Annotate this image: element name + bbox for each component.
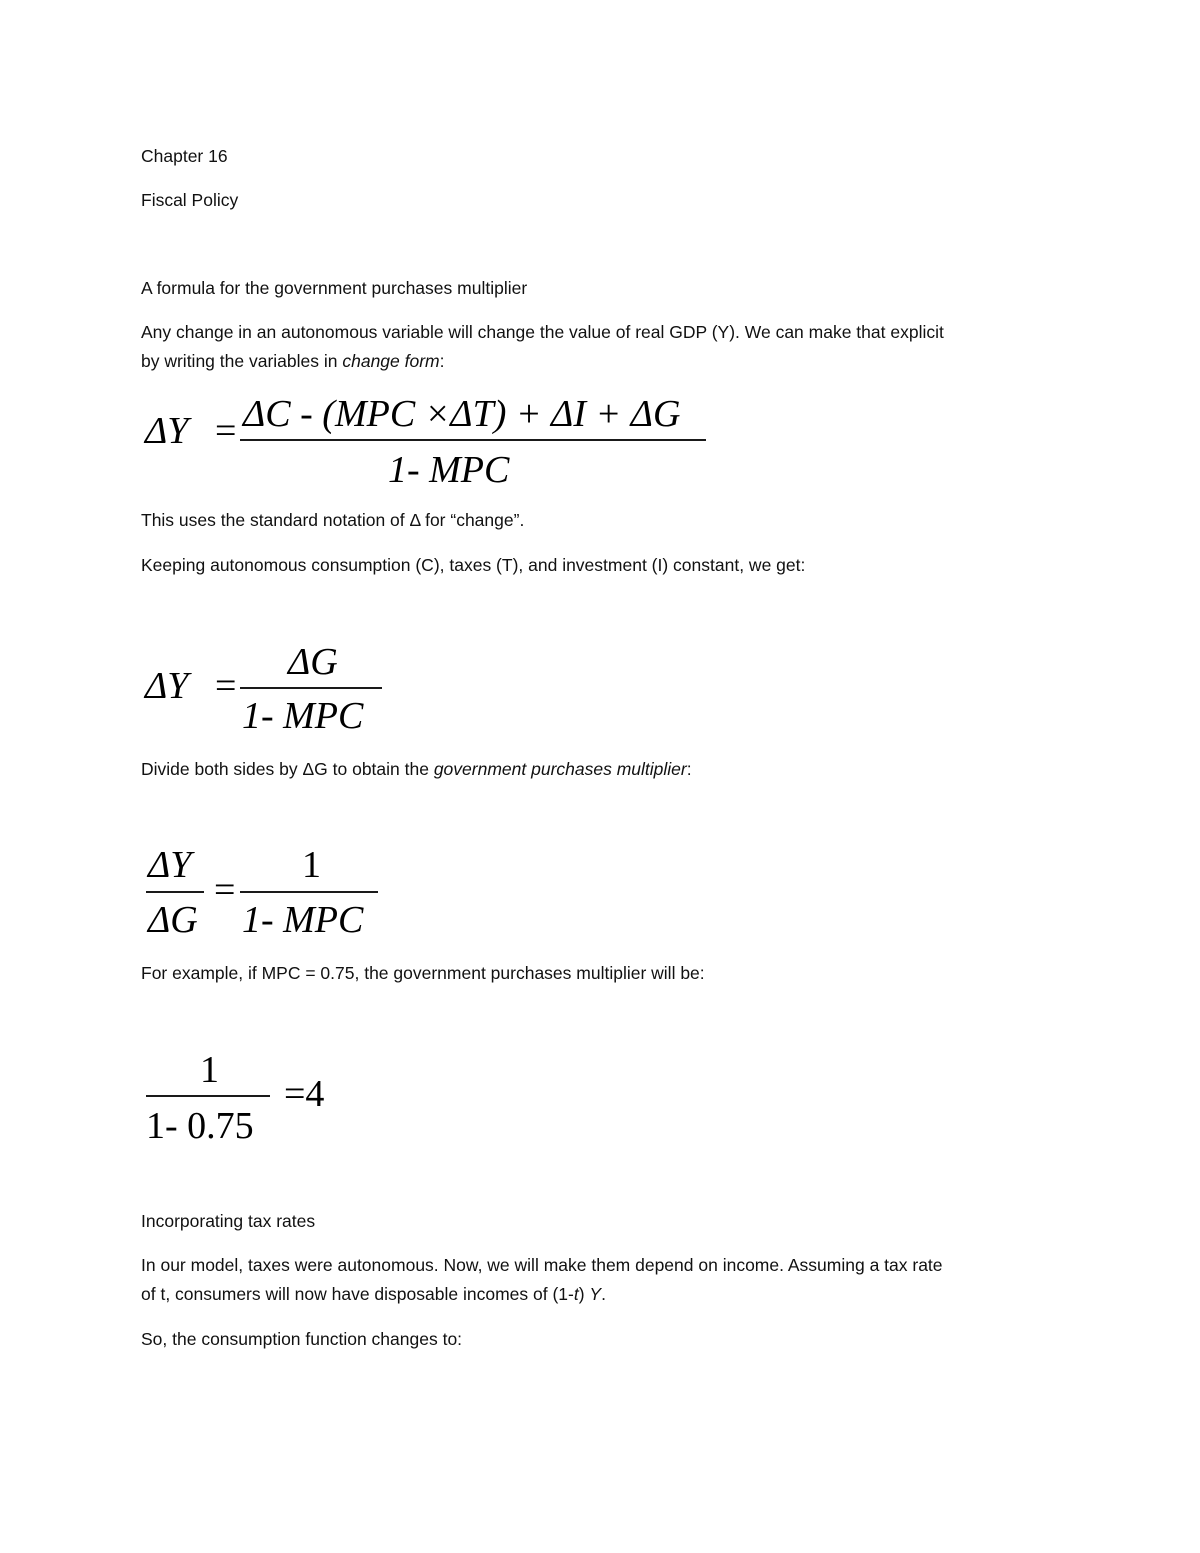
tax-line2-period: .	[601, 1284, 606, 1304]
formula2-eq: =	[215, 665, 237, 707]
formula-change-form	[140, 390, 720, 490]
intro-text: by writing the variables in	[141, 351, 343, 371]
tax-line2-y: Y	[589, 1284, 602, 1304]
tax-line2-paren: )	[578, 1284, 590, 1304]
formula1-denominator: 1- MPC	[388, 449, 510, 490]
tax-line2-t: t	[573, 1284, 579, 1304]
example-note: For example, if MPC = 0.75, the government purchases multiplier will be:	[141, 963, 705, 983]
formula4-denominator: 1- 0.75	[146, 1105, 254, 1147]
notation-note: This uses the standard notation of Δ for “change”.	[141, 510, 525, 530]
formula2-lhs: ΔY	[145, 665, 189, 707]
intro-paragraph-line1: Any change in an autonomous variable will change the value of real GDP (Y). We can make that explicit	[141, 322, 944, 342]
section-heading-tax-rates: Incorporating tax rates	[141, 1211, 316, 1231]
tax-line2-text: of t, consumers will now have disposable incomes of (1-	[141, 1284, 574, 1304]
formula-example-result	[140, 1048, 360, 1148]
formula3-numerator: 1	[302, 844, 321, 886]
intro-paragraph-line2	[141, 347, 445, 376]
formula-multiplier	[140, 842, 400, 942]
chapter-title: Chapter 16	[141, 146, 228, 166]
formula1-lhs: ΔY	[145, 410, 189, 452]
divide-colon: :	[686, 759, 692, 779]
divide-paragraph	[141, 755, 692, 784]
divide-text: Divide both sides by ΔG to obtain the	[141, 759, 434, 779]
formula1-eq: =	[215, 410, 237, 452]
formula4-result: =4	[284, 1073, 325, 1115]
divide-emphasis: government purchases multiplier	[433, 759, 687, 779]
formula3-eq: =	[214, 869, 236, 911]
intro-emphasis: change form	[342, 351, 440, 371]
consumption-note: So, the consumption function changes to:	[141, 1329, 463, 1349]
intro-colon: :	[439, 351, 445, 371]
formula3-lhs-numerator: ΔY	[148, 844, 192, 886]
tax-paragraph-line1: In our model, taxes were autonomous. Now, we will make them depend on income. Assuming a tax rate	[141, 1255, 943, 1275]
formula3-denominator: 1- MPC	[242, 899, 364, 941]
formula2-denominator: 1- MPC	[242, 695, 364, 736]
chapter-subtitle: Fiscal Policy	[141, 190, 239, 210]
keeping-constant-note: Keeping autonomous consumption (C), taxes (T), and investment (I) constant, we get:	[141, 555, 806, 575]
tax-paragraph-line2	[141, 1280, 606, 1309]
formula-delta-g	[140, 636, 400, 736]
formula3-lhs-denominator: ΔG	[148, 899, 198, 941]
formula1-numerator: ΔC - (MPC ×ΔT) + ΔI + ΔG	[243, 393, 681, 435]
section-heading-multiplier: A formula for the government purchases multiplier	[141, 278, 528, 298]
formula4-numerator: 1	[200, 1049, 219, 1091]
formula2-numerator: ΔG	[288, 641, 338, 683]
